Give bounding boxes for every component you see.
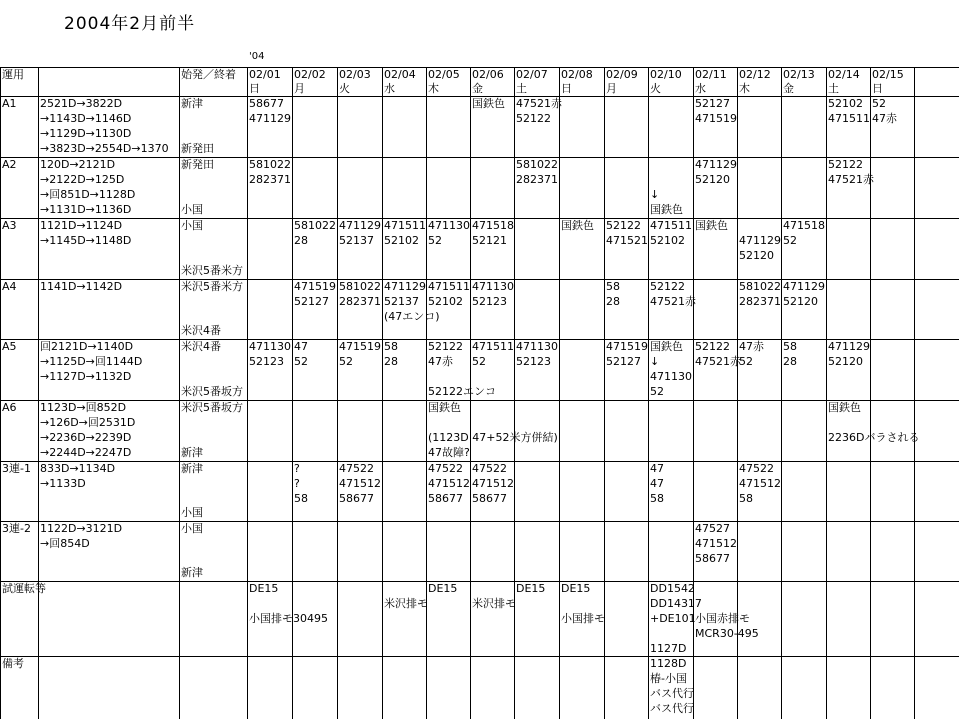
vehicle-entry: 52122 — [606, 219, 641, 232]
vehicle-entry: 52123 — [249, 355, 284, 368]
vehicle-entry: 52120 — [783, 295, 818, 308]
header-date: 02/09 — [606, 68, 638, 81]
vehicle-entry: 58677 — [428, 492, 463, 505]
train-sequence: 1121D→1124D — [40, 219, 123, 232]
vehicle-entry: 52 — [739, 355, 753, 368]
start-station: 米沢4番 — [181, 340, 221, 353]
vehicle-entry: DE15 — [428, 582, 458, 595]
vehicle-entry: 52 — [872, 97, 886, 110]
vehicle-entry: 471521 — [606, 234, 648, 247]
vehicle-entry: +DE101 — [650, 612, 696, 625]
vehicle-entry: 58677 — [249, 97, 284, 110]
row-name: 3連-1 — [2, 462, 31, 475]
vehicle-entry: 28 — [783, 355, 797, 368]
vehicle-entry: 47521赤 — [695, 355, 741, 368]
vehicle-entry: (47エンコ) — [384, 310, 440, 323]
vehicle-entry: 小国排モ — [561, 612, 605, 625]
vehicle-entry: 47赤 — [428, 355, 453, 368]
vehicle-entry: 282371 — [739, 295, 781, 308]
header-day: 木 — [739, 82, 750, 95]
vehicle-entry: 581022 — [339, 280, 381, 293]
header-date: 02/01 — [249, 68, 281, 81]
vehicle-entry: 58677 — [472, 492, 507, 505]
train-sequence: →2244D→2247D — [40, 446, 132, 459]
header-day: 日 — [249, 82, 260, 95]
vehicle-entry: 47521赤 — [650, 295, 696, 308]
vehicle-entry: 52123 — [516, 355, 551, 368]
end-station: 米沢5番米方 — [181, 264, 243, 277]
start-station: 米沢5番米方 — [181, 280, 243, 293]
page-title: 2004年2月前半 — [64, 14, 196, 34]
end-station: 小国 — [181, 506, 203, 519]
train-sequence: →1145D→1148D — [40, 234, 132, 247]
vehicle-entry: 国鉄色 — [695, 219, 728, 232]
vehicle-entry: 471130 — [516, 340, 558, 353]
vehicle-entry: 581022 — [516, 158, 558, 171]
vehicle-entry: 471518 — [472, 219, 514, 232]
train-sequence: →1133D — [40, 477, 86, 490]
vehicle-entry: 471511 — [472, 340, 514, 353]
vehicle-entry: 282371 — [516, 173, 558, 186]
vehicle-entry: 52 — [294, 355, 308, 368]
train-sequence: 1123D→回852D — [40, 401, 127, 414]
vehicle-entry: 471130 — [249, 340, 291, 353]
vehicle-entry: 52 — [650, 385, 664, 398]
vehicle-entry: 52 — [428, 234, 442, 247]
header-day: 火 — [339, 82, 350, 95]
vehicle-entry: 52102 — [428, 295, 463, 308]
header-day: 土 — [828, 82, 839, 95]
vehicle-entry: 471519 — [695, 112, 737, 125]
vehicle-entry: 471129 — [384, 280, 426, 293]
vehicle-entry: 28 — [294, 234, 308, 247]
header-date: 02/04 — [384, 68, 416, 81]
vehicle-entry: 52 — [472, 355, 486, 368]
train-sequence: →126D→回2531D — [40, 416, 136, 429]
header-day: 日 — [872, 82, 883, 95]
vehicle-entry: 47522 — [428, 462, 463, 475]
vehicle-entry: 471129 — [828, 340, 870, 353]
train-sequence: →1131D→1136D — [40, 203, 132, 216]
header-date: 02/02 — [294, 68, 326, 81]
header-date: 02/13 — [783, 68, 815, 81]
header-day: 金 — [472, 82, 483, 95]
train-sequence: →2122D→125D — [40, 173, 125, 186]
vehicle-entry: 47522 — [472, 462, 507, 475]
vehicle-entry: 471512 — [695, 537, 737, 550]
vehicle-entry: 47522 — [339, 462, 374, 475]
vehicle-entry: 52122 — [828, 158, 863, 171]
vehicle-entry: ? — [294, 462, 300, 475]
vehicle-entry: 471130 — [650, 370, 692, 383]
vehicle-entry: DE15 — [516, 582, 546, 595]
vehicle-entry: 471519 — [339, 340, 381, 353]
vehicle-entry: 47527 — [695, 522, 730, 535]
vehicle-entry: 471512 — [428, 477, 470, 490]
vehicle-entry: 52120 — [695, 173, 730, 186]
row-name: A3 — [2, 219, 17, 232]
train-sequence: →回854D — [40, 537, 90, 550]
vehicle-entry: 58 — [294, 492, 308, 505]
vehicle-entry: 58 — [739, 492, 753, 505]
end-station: 新発田 — [181, 142, 214, 155]
header-date: 02/08 — [561, 68, 593, 81]
vehicle-entry: 52127 — [695, 97, 730, 110]
vehicle-entry: 581022 — [249, 158, 291, 171]
vehicle-entry: 47赤 — [739, 340, 764, 353]
train-sequence: →1125D→回1144D — [40, 355, 143, 368]
header-day: 土 — [516, 82, 527, 95]
vehicle-entry: 52102 — [828, 97, 863, 110]
vehicle-entry: 1128D — [650, 657, 687, 670]
header-day: 金 — [783, 82, 794, 95]
header-date: 02/11 — [695, 68, 727, 81]
vehicle-entry: 58 — [783, 340, 797, 353]
vehicle-entry: 52123 — [472, 295, 507, 308]
header-date: 02/12 — [739, 68, 771, 81]
train-sequence: 120D→2121D — [40, 158, 116, 171]
vehicle-entry: DD14317 — [650, 597, 702, 610]
vehicle-entry: 52137 — [339, 234, 374, 247]
train-sequence: 回2121D→1140D — [40, 340, 134, 353]
vehicle-entry: 椿-小国 — [650, 672, 687, 685]
vehicle-entry: MCR30-495 — [695, 627, 759, 640]
vehicle-entry: 国鉄色 — [828, 401, 861, 414]
vehicle-entry: 28 — [384, 355, 398, 368]
vehicle-entry: 52102 — [650, 234, 685, 247]
vehicle-entry: 52122エンコ — [428, 385, 496, 398]
train-sequence: →1143D→1146D — [40, 112, 132, 125]
vehicle-entry: 471511 — [650, 219, 692, 232]
end-station: 小国 — [181, 203, 203, 216]
vehicle-entry: 47 — [650, 477, 664, 490]
header-date: 02/10 — [650, 68, 682, 81]
vehicle-entry: 52102 — [384, 234, 419, 247]
vehicle-entry: 471129 — [739, 234, 781, 247]
vehicle-entry: バス代行 — [650, 702, 694, 715]
header-date: 02/03 — [339, 68, 371, 81]
vehicle-entry: 47521赤 — [516, 97, 562, 110]
end-station: 新津 — [181, 566, 203, 579]
end-station: 新津 — [181, 446, 203, 459]
train-sequence: 1141D→1142D — [40, 280, 123, 293]
train-sequence: →2236D→2239D — [40, 431, 132, 444]
vehicle-entry: 国鉄色 — [472, 97, 505, 110]
header-day: 月 — [294, 82, 305, 95]
vehicle-entry: 581022 — [294, 219, 336, 232]
vehicle-entry: 米沢排モ — [472, 597, 516, 610]
vehicle-entry: 52120 — [828, 355, 863, 368]
vehicle-entry: 58 — [606, 280, 620, 293]
header-date: 02/14 — [828, 68, 860, 81]
start-station: 新津 — [181, 462, 203, 475]
header-day: 火 — [650, 82, 661, 95]
vehicle-entry: 28 — [606, 295, 620, 308]
vehicle-entry: 47赤 — [872, 112, 897, 125]
train-sequence: 833D→1134D — [40, 462, 116, 475]
row-name: 試運転等 — [2, 582, 46, 595]
header-date: 02/07 — [516, 68, 548, 81]
vehicle-entry: 581022 — [739, 280, 781, 293]
vehicle-entry: 471519 — [606, 340, 648, 353]
header-day: 水 — [695, 82, 706, 95]
header-day: 日 — [561, 82, 572, 95]
vehicle-entry: 471511 — [828, 112, 870, 125]
row-name: A5 — [2, 340, 17, 353]
vehicle-entry: 471129 — [695, 158, 737, 171]
row-name: A2 — [2, 158, 17, 171]
vehicle-entry: ? — [294, 477, 300, 490]
vehicle-entry: 52 — [783, 234, 797, 247]
row-name: 備考 — [2, 657, 24, 670]
vehicle-entry: DE15 — [561, 582, 591, 595]
start-station: 新発田 — [181, 158, 214, 171]
vehicle-entry: 52127 — [606, 355, 641, 368]
vehicle-entry: 52120 — [739, 249, 774, 262]
row-name: 3連-2 — [2, 522, 31, 535]
vehicle-entry: DD1542 — [650, 582, 695, 595]
start-station: 米沢5番坂方 — [181, 401, 243, 414]
vehicle-entry: 米沢排モ — [384, 597, 428, 610]
vehicle-entry: 471518 — [783, 219, 825, 232]
header-day: 水 — [384, 82, 395, 95]
vehicle-entry: 471512 — [339, 477, 381, 490]
vehicle-entry: 小国赤排モ — [695, 612, 750, 625]
end-station: 米沢4番 — [181, 324, 221, 337]
vehicle-entry: (1123D 47+52米方併結) — [428, 431, 558, 444]
vehicle-entry: 471512 — [472, 477, 514, 490]
header-date: 02/05 — [428, 68, 460, 81]
row-name: A6 — [2, 401, 17, 414]
vehicle-entry: 47522 — [739, 462, 774, 475]
vehicle-entry: 47 — [294, 340, 308, 353]
train-sequence: →1127D→1132D — [40, 370, 132, 383]
train-sequence: →1129D→1130D — [40, 127, 132, 140]
vehicle-entry: 52121 — [472, 234, 507, 247]
vehicle-entry: 52127 — [294, 295, 329, 308]
vehicle-entry: 471130 — [428, 219, 470, 232]
vehicle-entry: 58 — [384, 340, 398, 353]
start-station: 小国 — [181, 219, 203, 232]
header-day: 月 — [606, 82, 617, 95]
vehicle-entry: 小国排モ30495 — [249, 612, 328, 625]
start-station: 新津 — [181, 97, 203, 110]
train-sequence: →回851D→1128D — [40, 188, 136, 201]
train-sequence: 2521D→3822D — [40, 97, 123, 110]
header-route: 運用 — [2, 68, 24, 81]
row-name: A4 — [2, 280, 17, 293]
header-date: 02/06 — [472, 68, 504, 81]
end-station: 米沢5番坂方 — [181, 385, 243, 398]
start-station: 小国 — [181, 522, 203, 535]
vehicle-entry: 471511 — [384, 219, 426, 232]
vehicle-entry: 58677 — [695, 552, 730, 565]
vehicle-entry: 282371 — [249, 173, 291, 186]
train-sequence: →3823D→2554D→1370 — [40, 142, 169, 155]
vehicle-entry: 国鉄色 — [561, 219, 594, 232]
vehicle-entry: 52137 — [384, 295, 419, 308]
vehicle-entry: 52122 — [650, 280, 685, 293]
vehicle-entry: 471129 — [339, 219, 381, 232]
vehicle-entry: 国鉄色 — [650, 203, 683, 216]
vehicle-entry: 47 — [650, 462, 664, 475]
vehicle-entry: 282371 — [339, 295, 381, 308]
vehicle-entry: ↓ — [650, 188, 660, 201]
vehicle-entry: 1127D — [650, 642, 687, 655]
vehicle-entry: 471511 — [428, 280, 470, 293]
row-name: A1 — [2, 97, 17, 110]
train-sequence: 1122D→3121D — [40, 522, 123, 535]
header-day: 木 — [428, 82, 439, 95]
header-terminals: 始発／終着 — [181, 68, 236, 81]
vehicle-entry: 2236Dバラされる — [828, 431, 920, 444]
vehicle-entry: 52122 — [428, 340, 463, 353]
vehicle-entry: 52122 — [695, 340, 730, 353]
vehicle-entry: 471130 — [472, 280, 514, 293]
vehicle-entry: 47故障? — [428, 446, 470, 459]
vehicle-entry: DE15 — [249, 582, 279, 595]
vehicle-entry: ↓ — [650, 355, 660, 368]
vehicle-entry: 471512 — [739, 477, 781, 490]
vehicle-entry: 471129 — [783, 280, 825, 293]
header-date: 02/15 — [872, 68, 904, 81]
vehicle-entry: 52 — [339, 355, 353, 368]
vehicle-entry: 52122 — [516, 112, 551, 125]
vehicle-entry: バス代行 — [650, 687, 694, 700]
vehicle-entry: 471129 — [249, 112, 291, 125]
vehicle-entry: 58677 — [339, 492, 374, 505]
vehicle-entry: 471519 — [294, 280, 336, 293]
vehicle-entry: 国鉄色 — [650, 340, 683, 353]
vehicle-entry: 国鉄色 — [428, 401, 461, 414]
vehicle-entry: 47521赤 — [828, 173, 874, 186]
vehicle-entry: 58 — [650, 492, 664, 505]
year-label: '04 — [249, 51, 265, 62]
